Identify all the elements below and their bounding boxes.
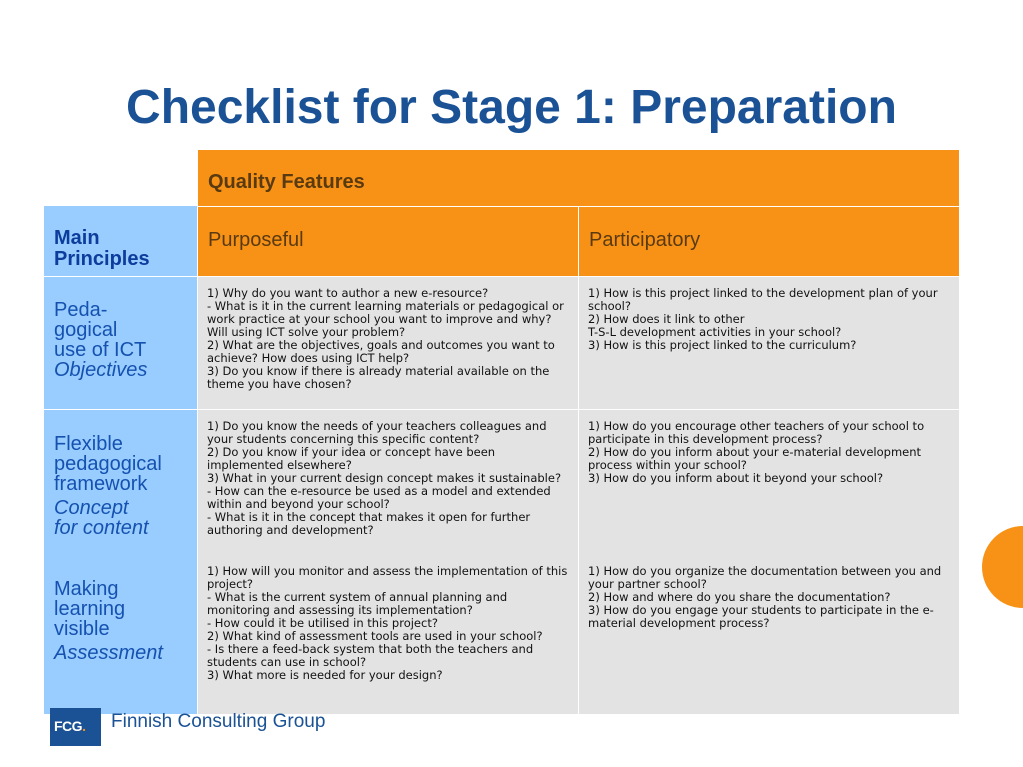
principle-subtitle: Objectives	[54, 359, 148, 381]
logo-text: FCG	[54, 718, 83, 734]
company-name: Finnish Consulting Group	[111, 711, 326, 732]
page-title: Checklist for Stage 1: Preparation	[126, 81, 897, 134]
checklist-table	[44, 150, 959, 714]
principle-subtitle: Assessment	[54, 642, 163, 664]
logo-dot: .	[82, 718, 86, 734]
principle-name: Flexible pedagogical framework	[54, 433, 162, 495]
fcg-logo	[50, 708, 101, 746]
participatory-cell: 1) How do you organize the documentation between you and your partner school? 2) How and where do you share the documentation? 3) How do you engage your students to participate in the e-material development process?	[579, 555, 959, 714]
decorative-orange-circle	[982, 526, 1023, 608]
participatory-cell: 1) How do you encourage other teachers of your school to participate in this development process? 2) How do you inform about your e-material development process within your school? 3) How do you inform about it beyond your school?	[579, 409, 959, 555]
participatory-header: Participatory	[579, 206, 959, 276]
main-principles-header: Main Principles	[44, 206, 198, 276]
principle-pedagogical-use	[44, 276, 198, 409]
participatory-cell: 1) How is this project linked to the development plan of your school? 2) How does it link to other T-S-L development activities in your school? 3) How is this project linked to the curriculum?	[579, 276, 959, 409]
principle-name: Peda- gogical use of ICT	[54, 299, 147, 361]
principle-making-learning-visible	[44, 555, 198, 714]
purposeful-cell: 1) Do you know the needs of your teachers colleagues and your students concerning this specific content? 2) Do you know if your idea or concept have been implemented elsewhere? 3) What in your current design concept makes it sustainable? - How can the e-resource be used as a model and extended within and beyond your school? - What is it in the concept that makes it open for further authoring and development?	[198, 409, 579, 555]
principle-flexible-framework	[44, 409, 198, 555]
purposeful-cell: 1) How will you monitor and assess the implementation of this project? - What is the current system of annual planning and monitoring and assessing its implementation? - How could it be utilised in this project? 2) What kind of assessment tools are used in your school? - Is there a feed-back system that both the teachers and students can use in school? 3) What more is needed for your design?	[198, 555, 579, 714]
principle-subtitle: Concept for content	[54, 497, 149, 539]
purposeful-header: Purposeful	[198, 206, 579, 276]
purposeful-cell: 1) Why do you want to author a new e-resource? - What is it in the current learning materials or pedagogical or work practice at your school you want to improve and why? Will using ICT solve your problem? 2) What are the objectives, goals and outcomes you want to achieve? How does using ICT help? 3) Do you know if there is already material available on the theme you have chosen?	[198, 276, 579, 409]
quality-features-header: Quality Features	[198, 150, 959, 206]
principle-name: Making learning visible	[54, 578, 126, 640]
